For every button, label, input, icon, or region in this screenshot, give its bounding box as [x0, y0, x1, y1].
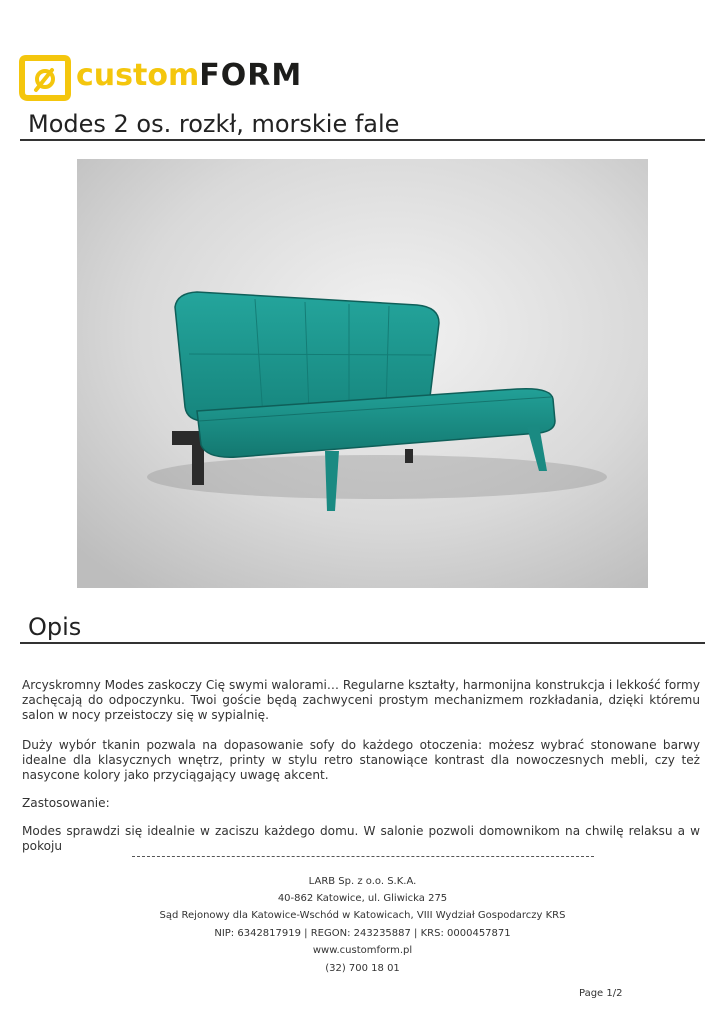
footer-separator: [132, 856, 594, 857]
footer-address: 40-862 Katowice, ul. Gliwicka 275: [277, 893, 448, 904]
footer-phone: (32) 700 18 01: [325, 963, 400, 974]
page-number: Page 1/2: [579, 988, 623, 999]
brand-logo: [18, 48, 303, 106]
footer-ids: NIP: 6342817919 | REGON: 243235887 | KRS: 0000457871: [214, 928, 511, 939]
description-paragraph-2: Duży wybór tkanin pozwala na dopasowanie sofy do każdego otoczenia: możesz wybrać stonowane barwy idealne dla klasycznych wnętrz, printy w stylu retro stanowiące kontrast dla nowoczesnych mebli, czy też nasycone kolory jako przyciągający uwagę akcent.: [22, 738, 700, 782]
footer-website[interactable]: www.customform.pl: [312, 945, 413, 956]
description-paragraph-1: Arcyskromny Modes zaskoczy Cię swymi walorami… Regularne kształty, harmonijna konstrukcja i lekkość formy zachęcają do odpoczynku. Twoi goście będą zachwyceni prostym mechanizmem rozkładania, dzięki któremu salon w nocy przeistoczy się w sypialnię.: [22, 678, 700, 722]
description-paragraph-3: Zastosowanie:: [22, 796, 110, 810]
product-image: [77, 159, 648, 588]
logo-mark-icon: [18, 48, 74, 106]
description-divider: [20, 642, 705, 644]
footer-company: LARB Sp. z o.o. S.K.A.: [308, 876, 417, 887]
title-divider: [20, 139, 705, 141]
footer-court: Sąd Rejonowy dla Katowice-Wschód w Katowicach, VIII Wydział Gospodarczy KRS: [159, 910, 566, 921]
logo-custom-text: custom: [76, 58, 200, 93]
product-title: Modes 2 os. rozkł, morskie fale: [28, 110, 400, 138]
logo-form-text: FORM: [199, 58, 303, 93]
logo-wordmark: [76, 58, 302, 94]
description-paragraph-4: Modes sprawdzi się idealnie w zaciszu każdego domu. W salonie pozwoli domownikom na chwilę relaksu a w pokoju: [22, 824, 700, 853]
description-heading: Opis: [28, 613, 82, 641]
